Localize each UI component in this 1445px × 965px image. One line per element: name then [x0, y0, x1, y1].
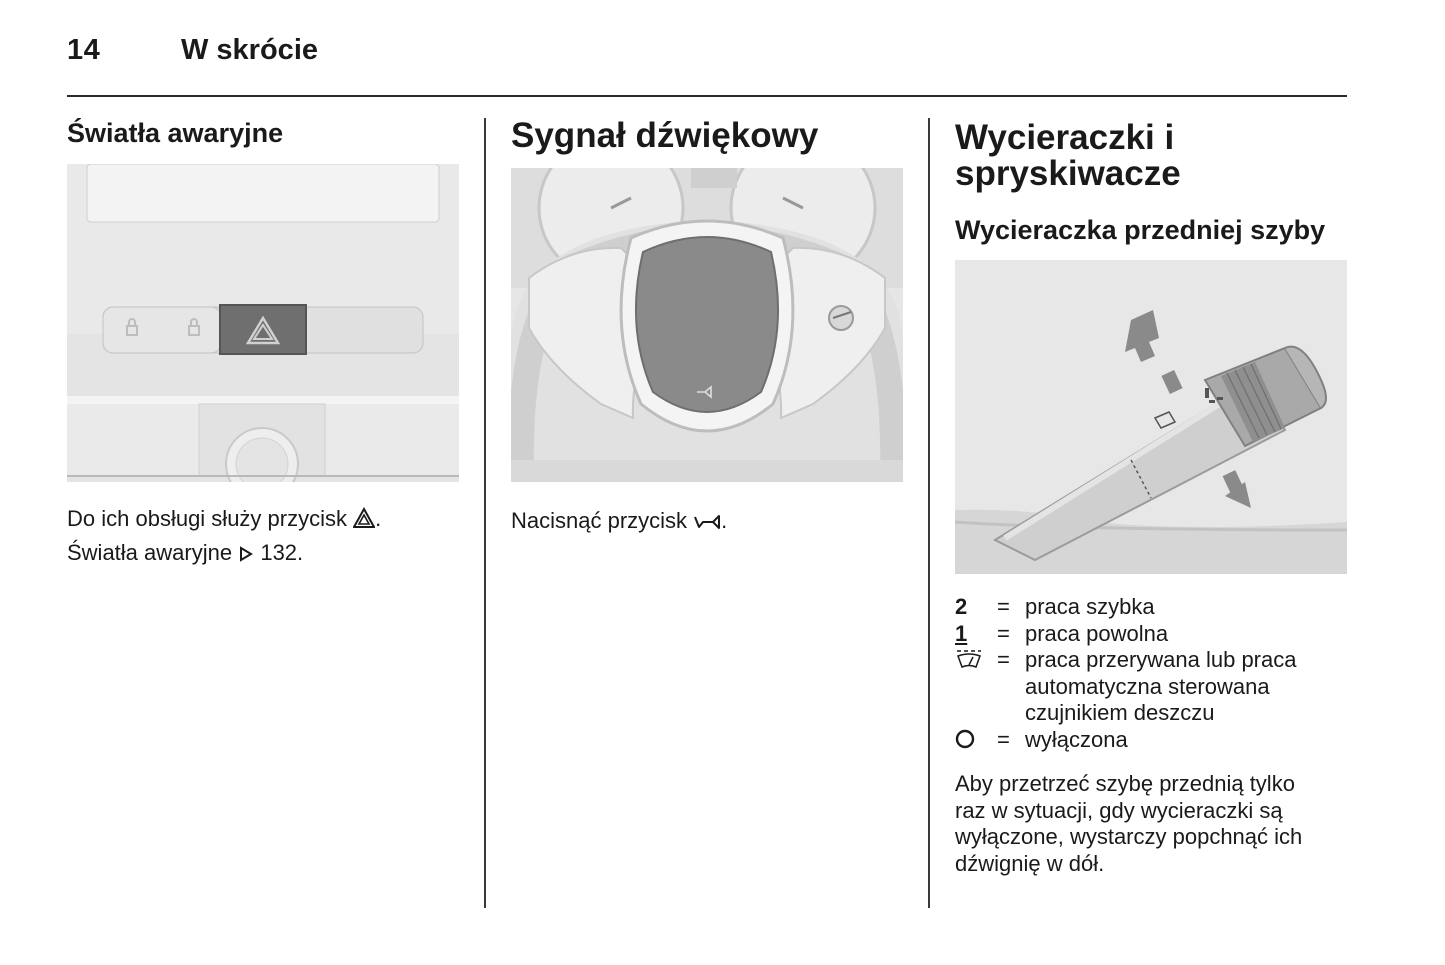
- legend-key-2: 2: [955, 594, 968, 619]
- legend-row-interval: = praca przerywana lub praca automatyczna sterowana czujnikiem deszczu: [955, 647, 1347, 727]
- column-divider-1: [484, 118, 486, 908]
- steering-wheel-figure: [511, 168, 903, 482]
- legend-row-fast: 2 = praca szybka: [955, 594, 1155, 619]
- hazard-warning-icon: [353, 507, 375, 529]
- page-number: 14: [67, 34, 101, 66]
- off-position-icon: [955, 728, 977, 750]
- column-hazard-lights: [67, 116, 459, 570]
- hazard-switch-figure: [67, 164, 459, 482]
- horn-icon: [693, 513, 721, 531]
- legend-row-slow: 1 = praca powolna: [955, 620, 1169, 646]
- wiper-legend: [955, 594, 1347, 753]
- page-reference-icon: [238, 545, 254, 563]
- interval-wiper-icon: [955, 647, 983, 671]
- windscreen-wiper-subheading: Wycieraczka przedniej szyby: [955, 215, 1326, 245]
- header-rule: [67, 95, 1347, 97]
- running-title: W skrócie: [181, 34, 318, 66]
- hazard-lights-heading: Światła awaryjne: [67, 118, 284, 148]
- hazard-text-line2: Światła awaryjne 132.: [67, 540, 304, 565]
- column-horn: [511, 116, 903, 538]
- horn-heading: Sygnał dźwiękowy: [511, 116, 819, 155]
- legend-key-1: 1: [955, 620, 968, 646]
- wipers-heading: Wycieraczki i spryskiwacze: [955, 118, 1181, 193]
- legend-row-off: = wyłączona: [955, 727, 1347, 754]
- column-wipers: [955, 116, 1347, 877]
- wiper-lever-figure: [955, 260, 1347, 574]
- page-reference[interactable]: 132.: [260, 540, 304, 565]
- column-divider-2: [928, 118, 930, 908]
- hazard-text-line1: Do ich obsługi służy przycisk .: [67, 506, 382, 531]
- wipe-once-paragraph: Aby przetrzeć szybę przednią tylko raz w sytuacji, gdy wycieraczki są wyłączone, wystarczy popchnąć ich dźwignię w dół.: [955, 771, 1303, 876]
- horn-text: Nacisnąć przycisk .: [511, 508, 728, 533]
